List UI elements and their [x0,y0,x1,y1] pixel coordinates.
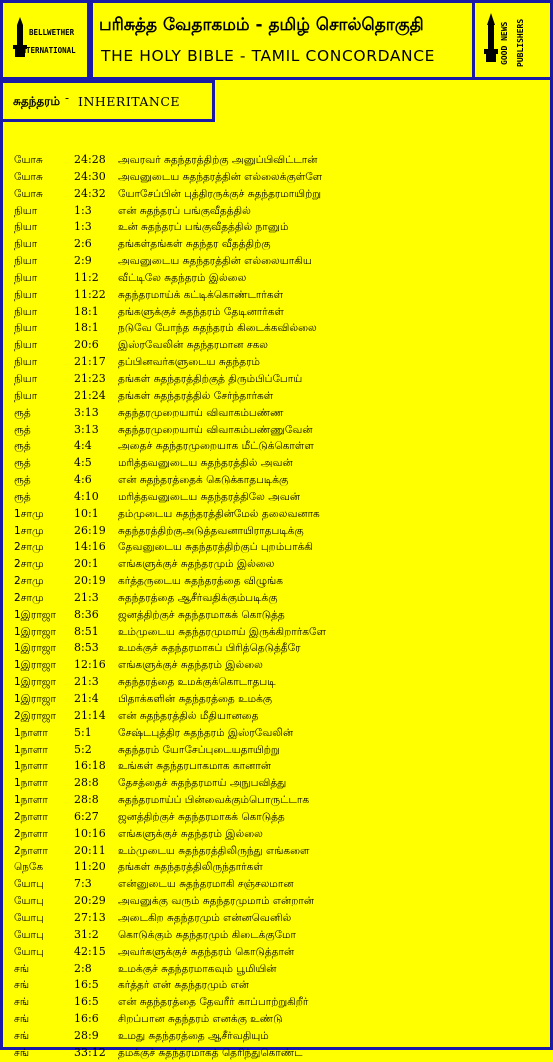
list-item [14,708,544,725]
book-name: 1நாளா [14,726,48,739]
book-name: நியா [14,288,38,301]
verse-ref: 1:3 [74,203,92,217]
verse-ref: 21:23 [74,371,106,385]
verse-text: தங்கள் சுதந்தரத்திலிருந்தார்கள் [118,861,263,874]
book-name: 2சாமு [14,591,44,604]
verse-text: சுதந்தரத்தை உமக்குக்கொடாதபடி [118,676,276,689]
list-item [14,422,544,439]
verse-ref: 21:3 [74,675,99,689]
book-name: சங் [14,979,30,992]
logo-line-good-news: GOOD NEWS [500,21,509,65]
word-tamil: சுதந்தரம் [13,94,61,108]
word-english: INHERITANCE [78,94,181,109]
verse-ref: 2:6 [74,237,92,251]
verse-ref: 16:5 [74,995,99,1009]
book-name: யோசு [14,154,43,166]
list-item [14,304,544,321]
list-item [14,287,544,304]
verse-text: அவனுடைய சுதந்தரத்தின் எல்லையாகிய [118,255,312,268]
list-item [14,1028,544,1045]
verse-ref: 24:28 [74,153,106,166]
verse-text: அவர்களுக்குச் சுதந்தரம் கொடுத்தான் [118,945,295,958]
verse-text: தமக்குச் சுதந்தரமாகத் தெரிந்துகொண்ட [118,1046,303,1059]
verse-ref: 2:9 [74,254,92,268]
verse-ref: 5:1 [74,725,92,739]
list-item [14,253,544,270]
book-name: யோபு [14,928,44,941]
list-item [14,556,544,573]
verse-text: சுதந்தரமுறையாய் விவாகம்பண்ண [118,406,284,419]
verse-ref: 11:22 [74,287,106,301]
verse-ref: 21:3 [74,590,99,604]
list-item [14,438,544,455]
list-item [14,523,544,540]
book-name: ரூத் [14,423,31,436]
verse-text: சுதந்தரமாய்ப் பின்வைக்கும்பொருட்டாக [118,794,310,807]
verse-text: என் சுதந்தரத்தைக் கெடுக்காதபடிக்கு [118,474,289,487]
verse-ref: 16:6 [74,1012,99,1026]
book-name: ரூத் [14,474,31,487]
good-news-logo [472,0,553,80]
verse-ref: 10:1 [74,506,99,520]
book-name: சங் [14,1029,30,1042]
book-name: நியா [14,271,38,284]
list-item [14,927,544,944]
list-item [14,270,544,287]
list-item [14,405,544,422]
verse-ref: 1:3 [74,220,92,234]
book-name: 1சாமு [14,524,44,537]
list-item [14,1045,544,1062]
verse-text: சுதந்தரமுறையாய் விவாகம்பண்ணுவேன் [118,423,313,436]
book-name: சங் [14,1013,30,1026]
verse-ref: 14:16 [74,540,106,554]
verse-text: சுதந்தரத்தை ஆசீர்வதிக்கும்படிக்கு [118,591,278,604]
verse-ref: 4:4 [74,439,92,453]
word-separator: - [65,91,70,105]
verse-text: என்னுடைய சுதந்தரமாகி சஞ்சலமான [118,878,294,891]
verse-ref: 10:16 [74,826,106,840]
verse-ref: 18:1 [74,321,99,335]
list-item [14,539,544,556]
verse-ref: 24:32 [74,186,106,200]
list-item [14,691,544,708]
lamp-icon [475,3,550,77]
list-item [14,186,544,203]
list-item [14,994,544,1011]
book-name: நியா [14,372,38,385]
book-name: நியா [14,204,38,217]
verse-ref: 24:30 [74,169,106,183]
verse-ref: 28:8 [74,793,99,807]
book-name: நியா [14,322,38,335]
verse-ref: 6:27 [74,809,99,823]
verse-text: கொடுக்கும் சுதந்தரமும் கிடைக்குமோ [118,928,296,941]
verse-ref: 3:13 [74,422,99,436]
book-name: நியா [14,255,38,268]
verse-text: உமது சுதந்தரத்தை ஆசீர்வதியும் [118,1029,269,1042]
verse-ref: 18:1 [74,304,99,318]
book-name: ரூத் [14,457,31,470]
list-item [14,859,544,876]
verse-text: உன் சுதந்தரப் பங்குவீதத்தில் நானும் [118,221,289,234]
list-item [14,371,544,388]
book-name: 2நாளா [14,827,48,840]
book-name: 1நாளா [14,777,48,790]
verse-ref: 20:29 [74,894,106,908]
verse-text: உம்முடைய சுதந்தரத்திலிருந்து எங்களை [118,844,310,857]
list-item [14,961,544,978]
verse-text: சேஷ்டபுத்திர சுதந்தரம் இஸ்ரவேலின் [118,726,294,739]
verse-ref: 4:6 [74,473,92,487]
verse-text: அடைகிற சுதந்தரமும் என்னவெனில் [118,911,292,924]
verse-text: பிதாக்களின் சுதந்தரத்தை உமக்கு [118,693,273,705]
list-item [14,354,544,371]
book-name: யோபு [14,945,44,958]
book-name: நியா [14,339,38,352]
verse-ref: 16:18 [74,759,106,773]
list-item [14,758,544,775]
verse-ref: 4:5 [74,456,92,470]
verse-text: சுதந்தரத்திற்குஅடுத்தவனாயிராதபடிக்கு [118,524,304,537]
verse-text: எங்களுக்குச் சுதந்தரம் இல்லை [118,827,263,840]
list-item [14,573,544,590]
verse-ref: 21:24 [74,388,106,402]
list-item [14,203,544,220]
verse-text: யோசேப்பின் புத்திரருக்குச் சுதந்தரமாயிற்று [118,187,321,200]
list-item [14,388,544,405]
verse-text: தங்களுக்குச் சுதந்தரம் தேடினார்கள் [118,305,284,318]
verse-ref: 33:12 [74,1045,106,1059]
book-name: 1நாளா [14,743,48,756]
book-name: சங் [14,962,30,975]
verse-ref: 21:14 [74,708,106,722]
verse-text: தேசத்தைச் சுதந்தரமாய் அநுபவித்து [118,777,287,790]
verse-ref: 28:9 [74,1028,99,1042]
verse-ref: 8:53 [74,641,99,655]
verse-ref: 4:10 [74,489,99,503]
verse-ref: 2:8 [74,961,92,975]
verse-text: வீட்டிலே சுதந்தரம் இல்லை [118,271,247,284]
book-name: 1நாளா [14,760,48,773]
book-name: யோசு [14,187,43,200]
verse-ref: 8:36 [74,607,99,621]
list-item [14,236,544,253]
verse-text: அவனுடைய சுதந்தரத்தின் எல்லைக்குள்ளே [118,170,323,183]
verse-text: தம்முடைய சுதந்தரத்தின்மேல் தலைவனாக [118,507,320,520]
verse-ref: 21:4 [74,692,99,705]
list-item [14,219,544,236]
verse-text: என் சுதந்தரத்தில் மீதியானதை [118,709,259,722]
verse-ref: 16:5 [74,978,99,992]
verse-text: அதைச் சுதந்தரமுறையாக மீட்டுக்கொள்ள [118,440,314,453]
book-name: 2சாமு [14,558,44,571]
verse-text: அவரவர் சுதந்தரத்திற்கு அனுப்பிவிட்டான் [118,154,318,166]
verse-text: ஜனத்திற்குச் சுதந்தரமாகக் கொடுத்த [118,810,285,823]
list-item [14,169,544,186]
concordance-list [14,152,544,1062]
verse-text: அவனுக்கு வரும் சுதந்தரமுமாம் என்றான் [118,895,315,908]
verse-text: இஸ்ரவேலின் சுதந்தரமான சகல [118,339,269,352]
book-name: யோபு [14,878,44,891]
verse-text: தங்கள் சுதந்தரத்திற்குத் திரும்பிப்போய் [118,372,303,385]
verse-ref: 20:11 [74,843,106,857]
logo-line-2: INTERNATIONAL [17,46,76,55]
verse-ref: 3:13 [74,405,99,419]
verse-ref: 11:20 [74,860,106,874]
verse-ref: 27:13 [74,910,106,924]
logo-line-1: BELLWETHER [29,28,75,37]
list-item [14,910,544,927]
page-header [0,0,553,80]
list-item [14,590,544,607]
verse-text: மரித்தவனுடைய சுதந்தரத்தில் அவன் [118,457,293,470]
verse-ref: 28:8 [74,776,99,790]
verse-text: ஜனத்திற்குச் சுதந்தரமாகக் கொடுத்த [118,608,285,621]
list-item [14,320,544,337]
book-name: 2நாளா [14,810,48,823]
verse-text: உமக்குச் சுதந்தரமாகப் பிரித்தெடுத்தீரே [118,642,301,655]
list-item [14,826,544,843]
book-name: நியா [14,305,38,318]
verse-text: தப்பினவர்களுடைய சுதந்தரம் [118,356,260,369]
verse-ref: 20:19 [74,574,106,588]
book-name: ரூத் [14,490,31,503]
book-name: 1இராஜா [14,608,57,621]
verse-ref: 21:17 [74,355,106,369]
verse-text: தங்கள் சுதந்தரத்தில் சேர்ந்தார்கள் [118,389,274,402]
book-name: ரூத் [14,440,31,453]
verse-text: சுதந்தரம் யோசேப்புடையதாயிற்று [118,743,280,756]
logo-line-publishers: PUBLISHERS [516,18,525,67]
book-name: நியா [14,356,38,369]
book-name: யோசு [14,170,43,183]
list-item [14,152,544,169]
verse-text: மரித்தவனுடைய சுதந்தரத்திலே அவன் [118,490,301,503]
title-box [90,0,475,80]
verse-text: கர்த்தருடைய சுதந்தரத்தை விழுங்க [118,575,283,588]
verse-ref: 20:1 [74,557,99,571]
verse-ref: 42:15 [74,944,106,958]
book-name: 2இராஜா [14,709,57,722]
list-item [14,809,544,826]
verse-ref: 31:2 [74,927,99,941]
book-name: நியா [14,389,38,402]
book-name: 1இராஜா [14,693,57,705]
verse-text: சுதந்தரமாய்க் கட்டிக்கொண்டார்கள் [118,288,284,301]
book-name: 2நாளா [14,844,48,857]
list-item [14,944,544,961]
verse-ref: 26:19 [74,523,106,537]
verse-text: என் சுதந்தரப் பங்குவீதத்தில் [118,204,251,217]
verse-ref: 12:16 [74,658,106,672]
book-name: நியா [14,221,38,234]
book-name: 1இராஜா [14,642,57,655]
list-item [14,1011,544,1028]
book-name: யோபு [14,911,44,924]
verse-text: எங்களுக்குச் சுதந்தரம் இல்லை [118,659,263,672]
verse-ref: 8:51 [74,624,99,638]
list-item [14,657,544,674]
list-item [14,977,544,994]
verse-text: உமக்குச் சுதந்தரமாகவும் பூமியின் [118,962,277,975]
book-name: 1நாளா [14,794,48,807]
verse-text: தேவனுடைய சுதந்தரத்திற்குப் புறம்பாக்கி [118,541,313,554]
title-english: THE HOLY BIBLE - TAMIL CONCORDANCE [101,47,436,65]
list-item [14,674,544,691]
book-name: நியா [14,238,38,251]
book-candle-icon [3,3,87,77]
list-item [14,640,544,657]
verse-text: தங்கள்தங்கள் சுதந்தர வீதத்திற்கு [118,238,271,251]
title-tamil: பரிசுத்த வேதாகமம் - தமிழ் சொல்தொகுதி [99,15,424,35]
list-item [14,742,544,759]
list-item [14,624,544,641]
verse-ref: 20:6 [74,338,99,352]
list-item [14,843,544,860]
verse-text: கர்த்தர் என் சுதந்தரமும் என் [118,979,249,992]
verse-ref: 11:2 [74,270,99,284]
list-item [14,876,544,893]
verse-text: என் சுதந்தரத்தை தேவரீர் காப்பாற்றுகிறீர் [118,996,309,1009]
verse-text: சிறப்பான சுதந்தரம் எனக்கு உண்டு [118,1013,283,1026]
book-name: ரூத் [14,406,31,419]
book-name: 2சாமு [14,575,44,588]
verse-ref: 5:2 [74,742,92,756]
book-name: நெகே [14,861,44,874]
book-name: 2சாமு [14,541,44,554]
list-item [14,455,544,472]
verse-text: நடுவே போந்த சுதந்தரம் கிடைக்கவில்லை [118,322,317,335]
list-item [14,893,544,910]
bellwether-logo [0,0,90,80]
list-item [14,607,544,624]
list-item [14,337,544,354]
list-item [14,506,544,523]
verse-text: எங்களுக்குச் சுதந்தரமும் இல்லை [118,558,275,571]
book-name: சங் [14,1046,30,1059]
book-name: 1இராஜா [14,676,57,689]
book-name: சங் [14,996,30,1009]
verse-ref: 7:3 [74,877,92,891]
list-item [14,489,544,506]
list-item [14,725,544,742]
verse-text: உம்முடைய சுதந்தரமுமாய் இருக்கிறார்களே [118,625,326,638]
list-item [14,472,544,489]
verse-text: உங்கள் சுதந்தரபாகமாக கானான் [118,760,271,773]
book-name: 1சாமு [14,507,44,520]
concordance-word-box [0,80,215,122]
list-item [14,792,544,809]
book-name: 1இராஜா [14,625,57,638]
book-name: 1இராஜா [14,659,57,672]
list-item [14,775,544,792]
book-name: யோபு [14,895,44,908]
